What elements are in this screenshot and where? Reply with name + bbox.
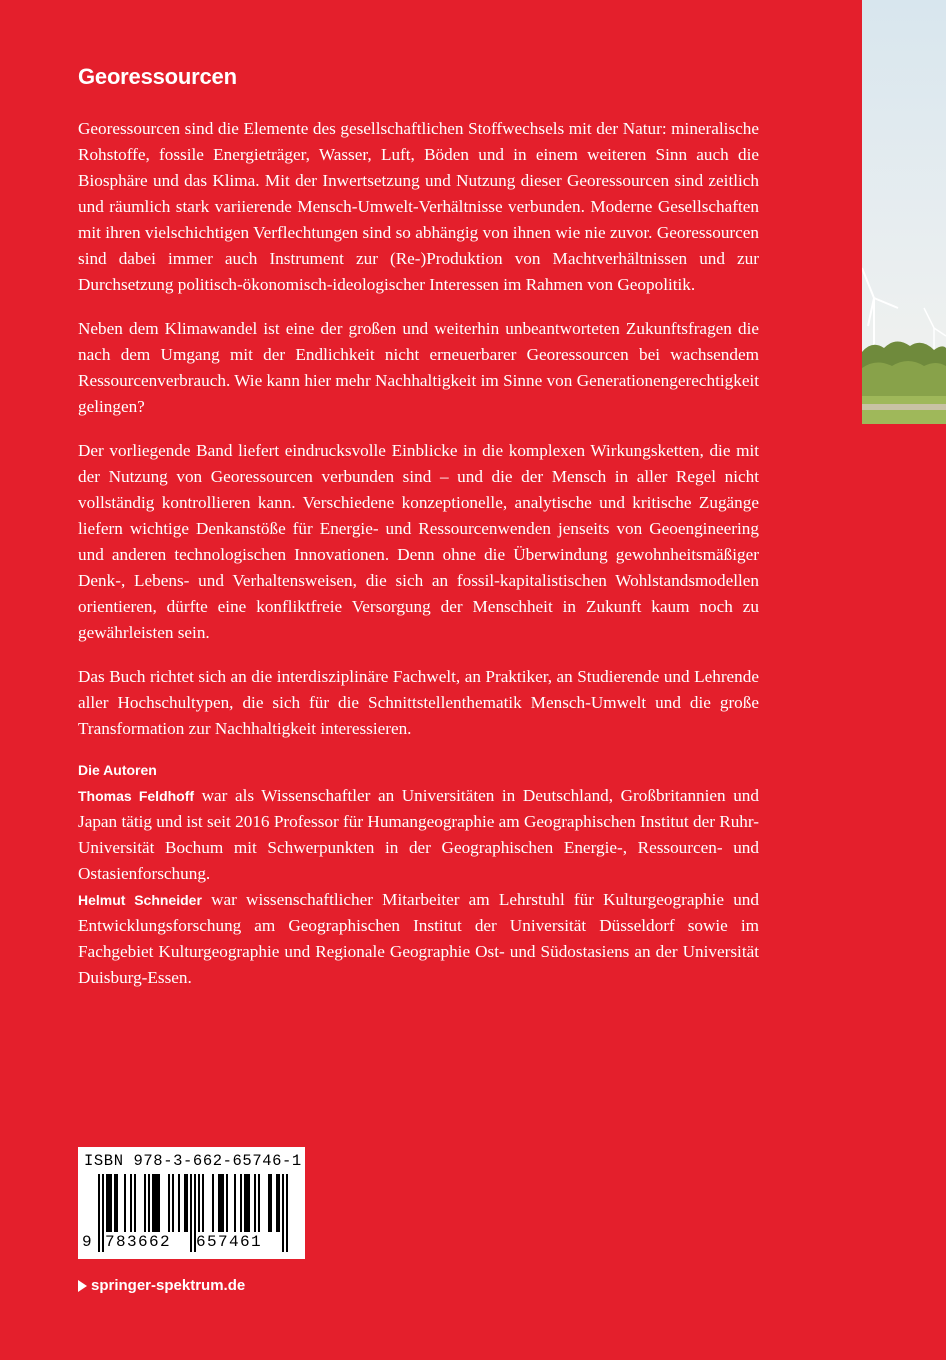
barcode-bar (198, 1174, 200, 1232)
description-paragraph-1: Georessourcen sind die Elemente des gesellschaftlichen Stoffwechsels mit der Natur: mineralische Rohstoffe, fossile Energieträger, Wasser, Luft, Böden und in einem weiteren Sinn auch die Biosphäre und das Klima. Mit der Inwertsetzung und Nutzung dieser Georessourcen sind zeitlich und räumlich stark variierende Mensch-Umwelt-Verhältnisse verbunden. Moderne Gesellschaften mit ihren vielschichtigen Verflechtungen sind so abhängig von ihnen wie nie zuvor. Georessourcen sind dabei immer auch Instrument zur (Re-)Produktion von Machtverhältnissen und zur Durchsetzung politisch-ökonomisch-ideologischer Interessen im Rahmen von Geopolitik. (78, 119, 759, 294)
barcode-bar (222, 1174, 224, 1232)
barcode-bar (158, 1174, 160, 1232)
barcode-bar (124, 1174, 126, 1232)
barcode-bar (286, 1174, 288, 1252)
back-cover-text (78, 62, 759, 991)
barcode-bar (254, 1174, 256, 1232)
barcode-bar (244, 1174, 246, 1232)
barcode-bar (110, 1174, 112, 1232)
barcode-bar (154, 1174, 156, 1232)
isbn-label: ISBN 978-3-662-65746-1 (84, 1152, 302, 1170)
description-paragraph-2: Neben dem Klimawandel ist eine der großen und weiterhin unbeantworteten Zukunftsfragen die nach dem Umgang mit der Endlichkeit nicht erneuerbarer Georessourcen bei wachsendem Ressourcenverbrauch. Wie kann hier mehr Nachhaltigkeit im Sinne von Generationengerechtigkeit gelingen? (78, 319, 759, 416)
barcode-bar (270, 1174, 272, 1232)
barcode-bar (98, 1174, 100, 1252)
barcode-bar (168, 1174, 170, 1232)
barcode-bar (258, 1174, 260, 1232)
barcode-bar (248, 1174, 250, 1232)
barcode-bar (186, 1174, 188, 1232)
barcode-bar (152, 1174, 154, 1232)
barcode-left-digits: 783662 (105, 1233, 172, 1251)
barcode-bar (234, 1174, 236, 1232)
barcode-first-digit: 9 (82, 1233, 92, 1251)
barcode-bar (156, 1174, 158, 1232)
website-label[interactable]: springer-spektrum.de (91, 1277, 246, 1294)
barcode-bar (108, 1174, 110, 1232)
barcode-bar (220, 1174, 222, 1232)
publisher-website[interactable] (78, 1277, 245, 1294)
barcode-bar (172, 1174, 174, 1232)
barcode-bar (184, 1174, 186, 1232)
author-bio-2 (78, 887, 759, 991)
barcode-bar (282, 1174, 284, 1252)
barcode-bar (212, 1174, 214, 1232)
barcode-bar (190, 1174, 192, 1252)
authors-heading: Die Autoren (78, 762, 157, 778)
barcode-bar (144, 1174, 146, 1232)
barcode-bar (178, 1174, 180, 1232)
barcode-bar (276, 1174, 278, 1232)
barcode-bar (148, 1174, 150, 1232)
description-paragraph-3: Der vorliegende Band liefert eindrucksvolle Einblicke in die komplexen Wirkungsketten, die mit der Nutzung von Georessourcen verbunden sind – und die der Mensch in aller Regel nicht vollständig kontrollieren kann. Verschiedene konzeptionelle, analytische und kritische Zugänge liefern wichtige Denkanstöße für Energie- und Ressourcenwenden jenseits von Geoengineering und anderen technologischen Innovationen. Denn ohne die Überwindung gewohnheitsmäßiger Denk-, Lebens- und Verhaltensweisen, die sich an fossil-kapitalistischen Wohlstandsmodellen orientieren, dürfte eine konfliktfreie Versorgung der Menschheit in Zukunft kaum noch zu gewährleisten sein. (78, 441, 759, 642)
barcode-bar (130, 1174, 132, 1232)
barcode-bar (134, 1174, 136, 1232)
barcode-bar (268, 1174, 270, 1232)
author-bio-text: war wissenschaftlicher Mitarbeiter am Lehrstuhl für Kulturgeographie und Entwicklungsforschung am Geographischen Institut der Universität Düsseldorf sowie im Fachgebiet Kulturgeographie und Regionale Geographie Ost- und Südostasiens an der Universität Duisburg-Essen. (78, 890, 759, 987)
barcode-bar (102, 1174, 104, 1252)
description-paragraph-4: Das Buch richtet sich an die interdisziplinäre Fachwelt, an Praktiker, an Studierende und Lehrende aller Hochschultypen, die sich für die Schnittstellenthematik Mensch-Umwelt und die große Transformation zur Nachhaltigkeit interessieren. (78, 667, 759, 738)
barcode-bar (114, 1174, 116, 1232)
barcode-bar (106, 1174, 108, 1232)
barcode-bar (202, 1174, 204, 1232)
triangle-arrow-icon (78, 1280, 87, 1292)
barcode-bar (240, 1174, 242, 1232)
barcode-bar (116, 1174, 118, 1232)
isbn-barcode (78, 1147, 305, 1259)
author-bio-1 (78, 783, 759, 887)
author-bio-text: war als Wissenschaftler an Universitäten in Deutschland, Großbritannien und Japan tätig und ist seit 2016 Professor für Humangeographie am Geographischen Institut der Ruhr-Universität Bochum mit Schwerpunkten in der Geographischen Energie-, Ressourcen- und Ostasienforschung. (78, 786, 759, 883)
barcode-bar (246, 1174, 248, 1232)
barcode-bar (226, 1174, 228, 1232)
author-name: Helmut Schneider (78, 892, 202, 908)
author-name: Thomas Feldhoff (78, 788, 195, 804)
book-title: Georessourcen (78, 64, 237, 89)
barcode-bar (218, 1174, 220, 1232)
cover-photo-wind-turbines (862, 0, 946, 424)
barcode-right-digits: 657461 (196, 1233, 263, 1251)
barcode-bar (278, 1174, 280, 1232)
